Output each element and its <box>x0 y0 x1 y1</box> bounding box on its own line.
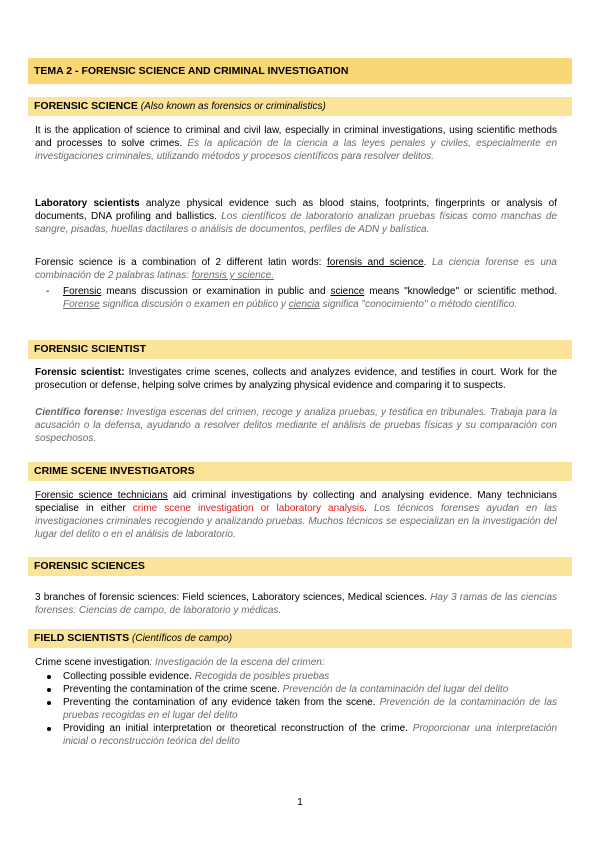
section-title: FIELD SCIENTISTS <box>34 632 130 644</box>
list-item: Providing an initial interpretation or theoretical reconstruction of the crime. Proporcionar una interpretación inicial o reconstrucción teórica del delito <box>63 722 557 748</box>
document-title-bar <box>28 58 572 84</box>
section-title: FORENSIC SCIENTIST <box>34 343 147 355</box>
term-cientifico-forense: Científico forense: <box>35 407 124 418</box>
bullet-dot <box>47 727 51 731</box>
paragraph-latin-words: Forensic science is a combination of 2 different latin words: forensis and science. La ciencia forense es una combinación de 2 palabras latinas: forensis y science. <box>35 257 557 281</box>
section-subtitle: (Also known as forensics or criminalistics) <box>140 101 326 112</box>
text-en: analyze physical evidence such as blood stains, footprints, fingerprints or analysis of documents, DNA profiling and ballistics. <box>35 198 557 222</box>
text-es: Investiga escenas del crimen, recoge y analiza pruebas, y testifica en tribunales. Trabaja para la acusación o la defensa, ayudando a resolver delitos mediante el análisis de pruebas físicas y su comparación con sospechosos. <box>35 407 557 444</box>
text-en: Forensic science is a combination of 2 different latin words: <box>35 257 322 268</box>
bullet-dot <box>47 701 51 705</box>
section-subtitle: (Científicos de campo) <box>132 633 233 644</box>
paragraph-definition <box>35 124 557 163</box>
section-header-field-scientists <box>28 629 572 648</box>
section-header-forensic-scientist <box>28 340 572 359</box>
list-item: Collecting possible evidence. Recogida de posibles pruebas <box>63 670 557 683</box>
text-es: La ciencia forense es una combinación de 2 palabras latinas: <box>35 257 557 281</box>
text-en: It is the application of science to criminal and civil law, especially in criminal investigations, using scientific methods and processes to solve crimes. <box>35 125 557 149</box>
list-item-etymology: - Forensic means discussion or examination in public and science means "knowledge" or scientific method. Forense significa discusión o examen en público y ciencia significa "conocimiento" o método científico. <box>46 286 557 310</box>
section-title: FORENSIC SCIENCE <box>34 100 138 112</box>
paragraph-forensic-scientist <box>35 366 557 392</box>
paragraph-laboratory-scientists <box>35 197 557 236</box>
text-es: Los técnicos forenses ayudan en las investigaciones criminales recogiendo y analizando pruebas. Muchos técnicos se especializan en la investigación del lugar del delito o en el análisis de laboratorio. <box>35 503 557 540</box>
section-title: CRIME SCENE INVESTIGATORS <box>34 465 195 477</box>
list-item: Preventing the contamination of any evidence taken from the scene. Prevención de la contaminación de las pruebas recogidas en el lugar del delito <box>63 696 557 722</box>
paragraph-branches <box>35 591 557 617</box>
section-header-forensic-sciences <box>28 557 572 576</box>
underlined-term: forensis and science <box>326 257 424 268</box>
text-en: Investigates crime scenes, collects and analyzes evidence, and testifies in court. Work for the prosecution or defense, helping solve crimes by analyzing physical evidence and comparing it to suspects. <box>35 367 558 391</box>
text-es: Los científicos de laboratorio analizan pruebas físicas como manchas de sangre, pisadas, huellas dactilares o análisis de documentos, perfiles de ADN y balística. <box>35 211 558 235</box>
text-en: 3 branches of forensic sciences: Field sciences, Laboratory sciences, Medical sciences. <box>35 592 428 603</box>
section-header-forensic-science <box>28 97 572 116</box>
term-technicians: Forensic science technicians <box>35 490 168 501</box>
section-title: FORENSIC SCIENCES <box>34 560 145 572</box>
text-es: Es la aplicación de la ciencia a las leyes penales y civiles, especialmente en investigaciones criminales, utilizando métodos y procesos científicos para resolver delitos. <box>35 138 558 162</box>
bullet-dot <box>47 688 51 692</box>
dash-bullet: - <box>46 286 50 297</box>
term-laboratory-scientists: Laboratory scientists <box>35 198 140 209</box>
text-en: aid criminal investigations by collecting and analysing evidence. Many technicians specialise in either <box>35 490 558 514</box>
paragraph-crime-scene-investigation <box>35 656 557 669</box>
text-es: : Investigación de la escena del crimen: <box>149 657 325 668</box>
text-es: Hay 3 ramas de las ciencias forenses: Ciencias de campo, de laboratorio y médicas. <box>35 592 558 616</box>
underlined-term-es: forensis y science. <box>191 270 275 281</box>
document-title: TEMA 2 - FORENSIC SCIENCE AND CRIMINAL INVESTIGATION <box>34 65 349 77</box>
term-forensic-scientist: Forensic scientist: <box>35 367 125 378</box>
section-header-crime-scene-investigators <box>28 462 572 481</box>
bullet-dot <box>47 675 51 679</box>
paragraph-forensic-scientist-es <box>35 406 557 445</box>
text-en: Crime scene investigation <box>35 657 150 668</box>
field-tasks-list <box>63 670 557 748</box>
paragraph-technicians: Forensic science technicians aid criminal investigations by collecting and analysing evidence. Many technicians specialise in either crime scene investigation or laboratory analysis. Los técnicos forenses ayudan en las investigaciones criminales recogiendo y analizando pruebas. Muchos técnicos se especializan en la investigación del lugar del delito o en el análisis de laboratorio. <box>35 490 558 540</box>
highlighted-text: crime scene investigation or laboratory analysis <box>132 503 365 514</box>
page-number: 1 <box>297 797 303 808</box>
list-item: Preventing the contamination of the crime scene. Prevención de la contaminación del lugar del delito <box>63 683 557 696</box>
